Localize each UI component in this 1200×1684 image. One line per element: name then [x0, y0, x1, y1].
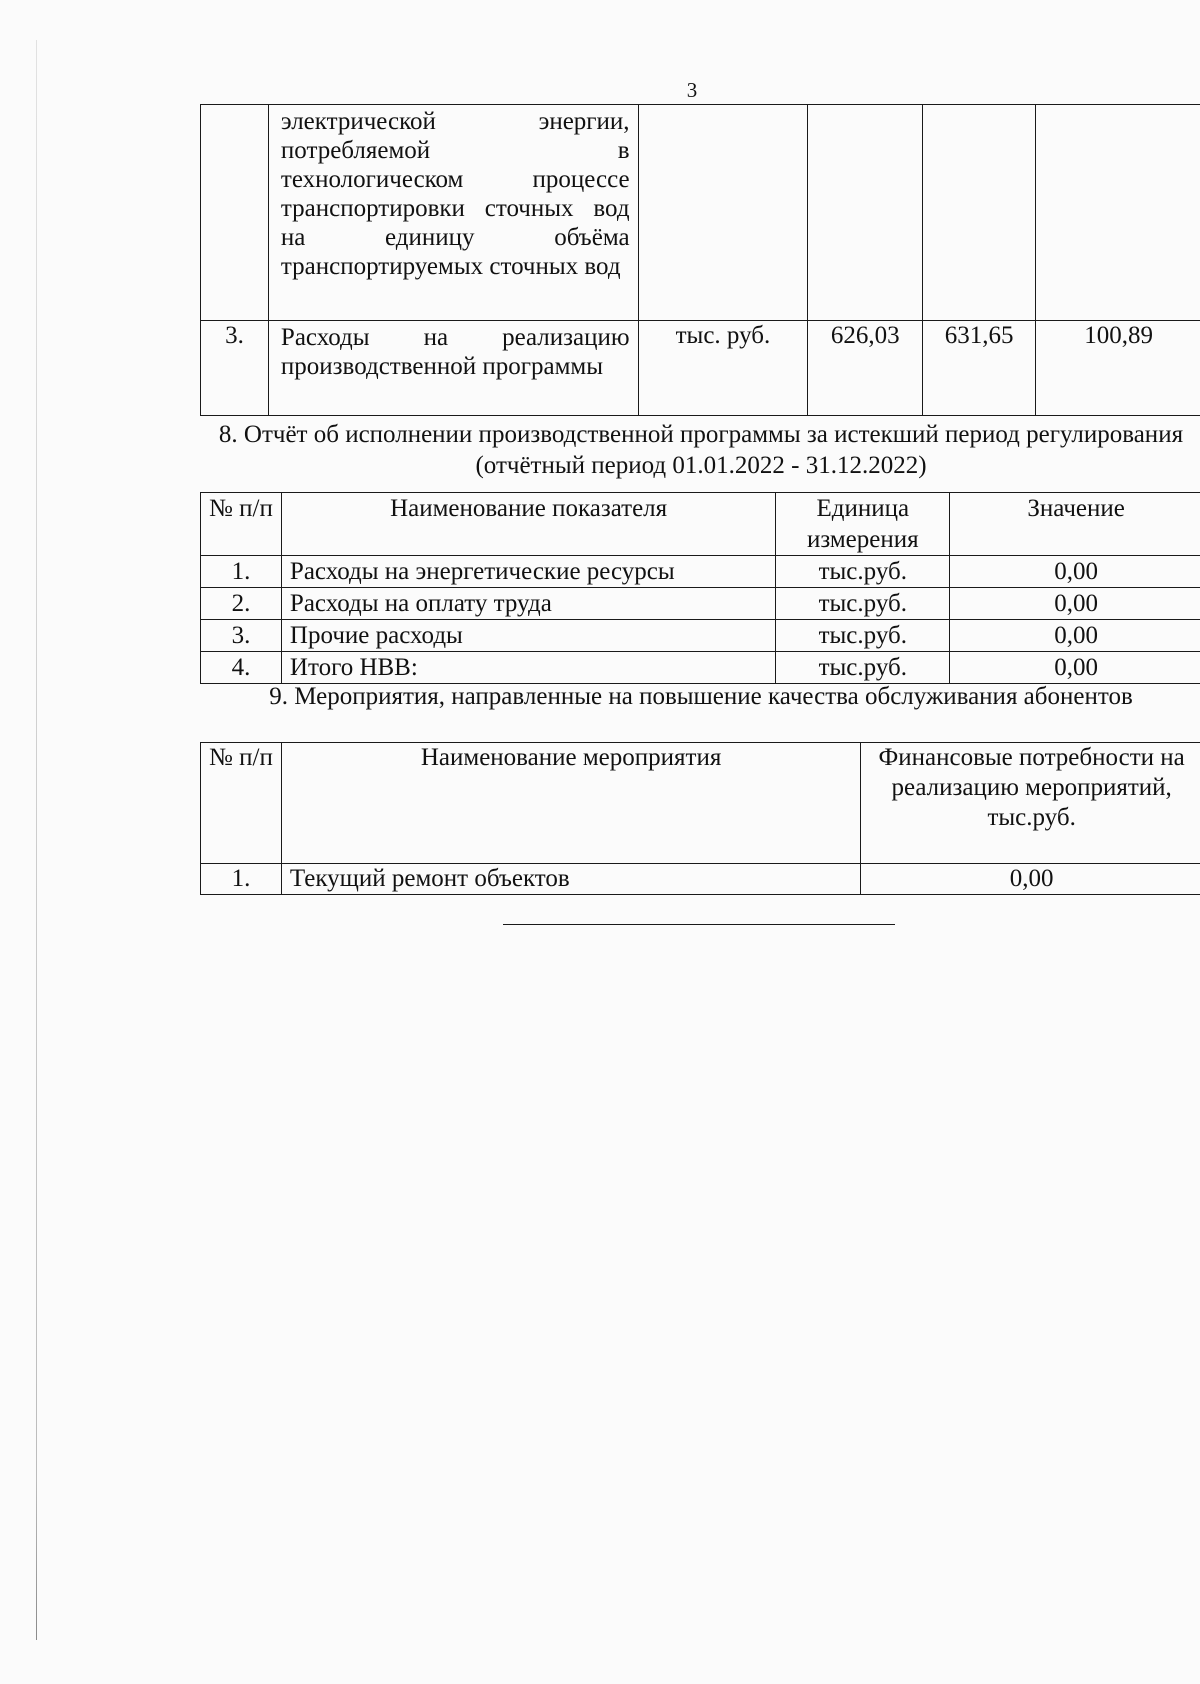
row-name-cell: Текущий ремонт объектов: [281, 864, 860, 895]
table-row: [201, 588, 1200, 620]
row-name-cell: Расходы на энергетические ресурсы: [281, 556, 775, 588]
row-description-cell: электрической энергии, потребляемой в технологическом процессе транспортировки сточных вод на единицу объёма транспортируемых сточных вод: [268, 105, 638, 321]
value-cell: 0,00: [950, 620, 1200, 652]
scan-edge-line: [36, 40, 37, 1640]
col-header-name: Наименование мероприятия: [281, 743, 860, 864]
fact-cell: 631,65: [923, 321, 1036, 416]
document-end-line: [503, 924, 895, 925]
col-header-num: № п/п: [201, 493, 282, 556]
page-number: 3: [686, 78, 698, 102]
value-cell: 0,00: [950, 588, 1200, 620]
unit-cell: тыс. руб.: [638, 321, 808, 416]
table-row: [201, 321, 1200, 416]
row-num-cell: 1.: [201, 556, 282, 588]
row-name-cell: Прочие расходы: [281, 620, 775, 652]
row-num-cell: 4.: [201, 652, 282, 684]
col-header-unit: Единица измерения: [776, 493, 950, 556]
col-header-num: № п/п: [201, 743, 282, 864]
unit-cell: тыс.руб.: [776, 652, 950, 684]
percent-cell: [1036, 105, 1200, 321]
unit-cell: тыс.руб.: [776, 620, 950, 652]
table-row: [201, 105, 1200, 321]
table-row: [201, 620, 1200, 652]
unit-cell: тыс.руб.: [776, 588, 950, 620]
plan-cell: [808, 105, 923, 321]
value-cell: 0,00: [950, 652, 1200, 684]
table-header-row: [201, 743, 1200, 864]
col-header-name: Наименование показателя: [281, 493, 775, 556]
row-num-cell: 3.: [201, 620, 282, 652]
unit-cell: тыс.руб.: [776, 556, 950, 588]
col-header-value: Значение: [950, 493, 1200, 556]
percent-cell: 100,89: [1036, 321, 1200, 416]
value-cell: 0,00: [950, 556, 1200, 588]
unit-cell: [638, 105, 808, 321]
table-header-row: [201, 493, 1200, 556]
table-row: [201, 864, 1200, 895]
report-table: [200, 492, 1200, 684]
row-description-cell: Расходы на реализацию производственной программы: [268, 321, 638, 416]
section-9-heading: 9. Мероприятия, направленные на повышение качества обслуживания абонентов: [269, 683, 1133, 710]
section-8-heading: 8. Отчёт об исполнении производственной программы за истекший период регулирования (отчётный период 01.01.2022 - 31.12.2022): [218, 421, 1184, 479]
row-num-cell: 2.: [201, 588, 282, 620]
table-row: [201, 556, 1200, 588]
table-row: [201, 652, 1200, 684]
row-name-cell: Итого НВВ:: [281, 652, 775, 684]
measures-table: [200, 742, 1200, 895]
row-num-cell: 1.: [201, 864, 282, 895]
finance-cell: 0,00: [861, 864, 1200, 895]
col-header-finance: Финансовые потребности на реализацию мероприятий, тыс.руб.: [861, 743, 1200, 864]
row-num-cell: 3.: [201, 321, 269, 416]
row-num-cell: [201, 105, 269, 321]
row-name-cell: Расходы на оплату труда: [281, 588, 775, 620]
plan-cell: 626,03: [808, 321, 923, 416]
indicators-table-continuation: [200, 104, 1200, 416]
fact-cell: [923, 105, 1036, 321]
